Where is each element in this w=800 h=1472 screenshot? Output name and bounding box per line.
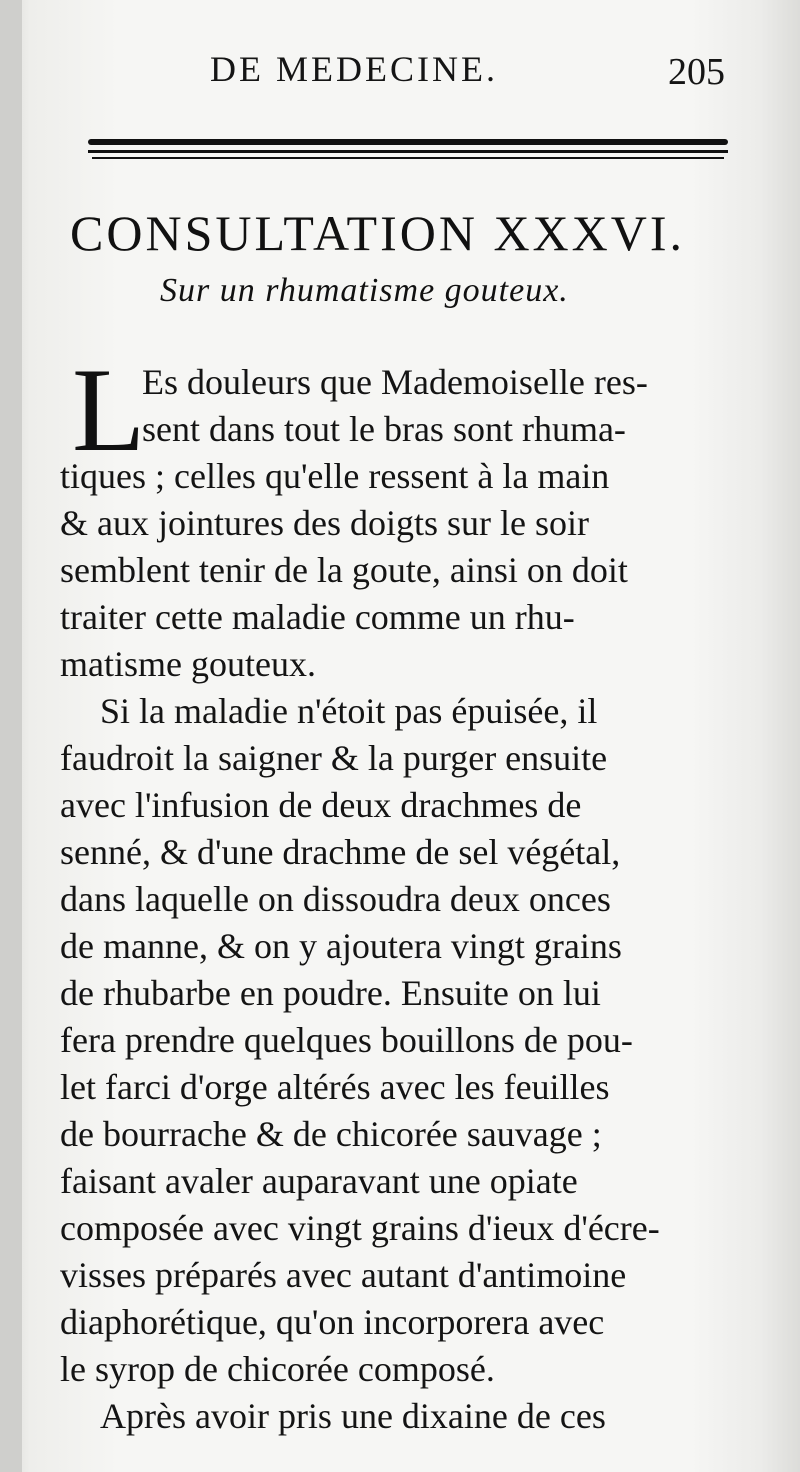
ornamental-rule-top (88, 139, 728, 145)
drop-cap: L (72, 343, 146, 476)
text-line: Es douleurs que Mademoiselle res- (142, 362, 648, 402)
text-line: traiter cette maladie comme un rhu- (60, 597, 575, 637)
text-line: Si la maladie n'étoit pas épuisée, il (100, 691, 598, 731)
text-line: avec l'infusion de deux drachmes de (60, 785, 582, 825)
text-line: de bourrache & de chicorée sauvage ; (60, 1114, 602, 1154)
text-line: matisme gouteux. (60, 644, 316, 684)
text-line: diaphorétique, qu'on incorporera avec (60, 1302, 605, 1342)
text-line: de rhubarbe en poudre. Ensuite on lui (60, 973, 601, 1013)
text-line: composée avec vingt grains d'ieux d'écre- (60, 1208, 660, 1248)
text-line: sent dans tout le bras sont rhuma- (142, 409, 626, 449)
section-subtitle: Sur un rhumatisme gouteux. (160, 272, 569, 309)
text-line: de manne, & on y ajoutera vingt grains (60, 926, 622, 966)
ornamental-rule-middle (88, 150, 728, 153)
text-line: semblent tenir de la goute, ainsi on doit (60, 550, 628, 590)
text-line: senné, & d'une drachme de sel végétal, (60, 832, 621, 872)
text-line: visses préparés avec autant d'antimoine (60, 1255, 627, 1295)
section-title: CONSULTATION XXXVI. (70, 205, 686, 261)
text-line: tiques ; celles qu'elle ressent à la main (60, 456, 610, 496)
page-number: 205 (668, 51, 725, 93)
text-line: faudroit la saigner & la purger ensuite (60, 738, 608, 778)
text-line: faisant avaler auparavant une opiate (60, 1161, 578, 1201)
text-line: Après avoir pris une dixaine de ces (100, 1396, 606, 1436)
text-line: dans laquelle on dissoudra deux onces (60, 879, 611, 919)
text-line: fera prendre quelques bouillons de pou- (60, 1020, 633, 1060)
text-line: le syrop de chicorée composé. (60, 1349, 495, 1389)
text-line: let farci d'orge altérés avec les feuilles (60, 1067, 610, 1107)
running-title: DE MEDECINE. (210, 49, 498, 89)
text-line: & aux jointures des doigts sur le soir (60, 503, 589, 543)
ornamental-rule-bottom (92, 157, 724, 159)
